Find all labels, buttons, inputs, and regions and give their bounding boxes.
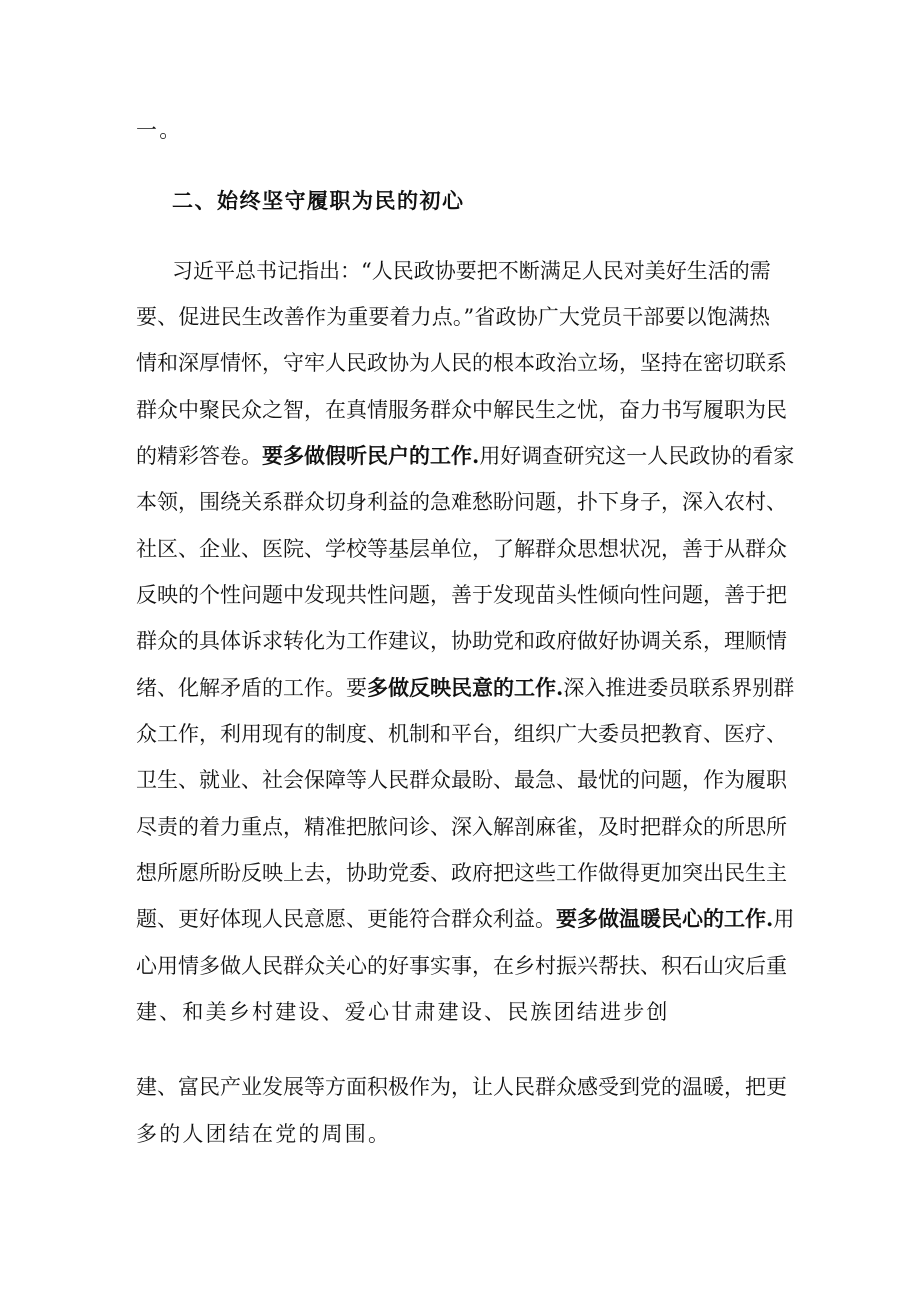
paragraph-line: 群众的具体诉求转化为工作建议，协助党和政府做好协调关系，理顺情	[136, 629, 787, 653]
paragraph-line	[136, 674, 795, 702]
paragraph-line: 尽责的着力重点，精准把脓问诊、深入解剖麻雀，及时把群众的所思所	[136, 815, 787, 839]
paragraph-line: 社区、企业、医院、学校等基层单位，了解群众思想状况，善于从群众	[136, 537, 787, 561]
paragraph-line: 想所愿所盼反映上去，协助党委、政府把这些工作做得更加突出民生主	[136, 861, 787, 885]
paragraph-line: 群众中聚民众之智，在真情服务群众中解民生之忧，奋力书写履职为民	[136, 398, 787, 422]
paragraph-line: 建、和美乡村建设、爱心甘肃建设、民族团结进步创	[136, 1000, 670, 1024]
paragraph-line: 习近平总书记指出：“人民政协要把不断满足人民对美好生活的需	[172, 259, 771, 283]
closing-line: 建、富民产业发展等方面积极作为，让人民群众感受到党的温暖，把更	[136, 1075, 787, 1099]
line-text: 用	[773, 907, 795, 931]
paragraph-line: 卫生、就业、社会保障等人民群众最盼、最急、最忧的问题，作为履职	[136, 768, 787, 792]
paragraph-line: 本领，围绕关系群众切身利益的急难愁盼问题，扑下身子，深入农村、	[136, 490, 787, 514]
paragraph-line: 众工作，利用现有的制度、机制和平台，组织广大委员把教育、医疗、	[136, 722, 787, 746]
paragraph-line	[136, 905, 795, 933]
paragraph-line: 情和深厚情怀，守牢人民政协为人民的根本政治立场，坚持在密切联系	[136, 351, 787, 375]
paragraph-line	[136, 442, 795, 470]
emphasis-text: 要多做温暖民心的工作.	[556, 906, 774, 931]
paragraph-line: 要、促进民生改善作为重要着力点。”省政协广大党员干部要以饱满热	[136, 305, 770, 329]
line-text: 用好调查研究这一人民政协的看家	[479, 444, 795, 468]
paragraph-line: 心用情多做人民群众关心的好事实事，在乡村振兴帮扶、积石山灾后重	[136, 954, 787, 978]
paragraph-line: 反映的个性问题中发现共性问题，善于发现苗头性倾向性问题，善于把	[136, 583, 787, 607]
section-heading: 二、始终坚守履职为民的初心	[172, 188, 465, 213]
line-text: 绪、化解矛盾的工作。要	[136, 676, 367, 700]
line-text: 的精彩答卷。	[136, 444, 262, 468]
line-text: 题、更好体现人民意愿、更能符合群众利益。	[136, 907, 556, 931]
closing-line: 多的人团结在党的周围。	[136, 1122, 392, 1146]
line-text: 深入推进委员联系界别群	[563, 676, 795, 700]
emphasis-text: 要多做假听民户的工作.	[262, 443, 480, 468]
emphasis-text: 多做反映民意的工作.	[367, 675, 564, 700]
intro-tail: 一。	[136, 118, 183, 142]
